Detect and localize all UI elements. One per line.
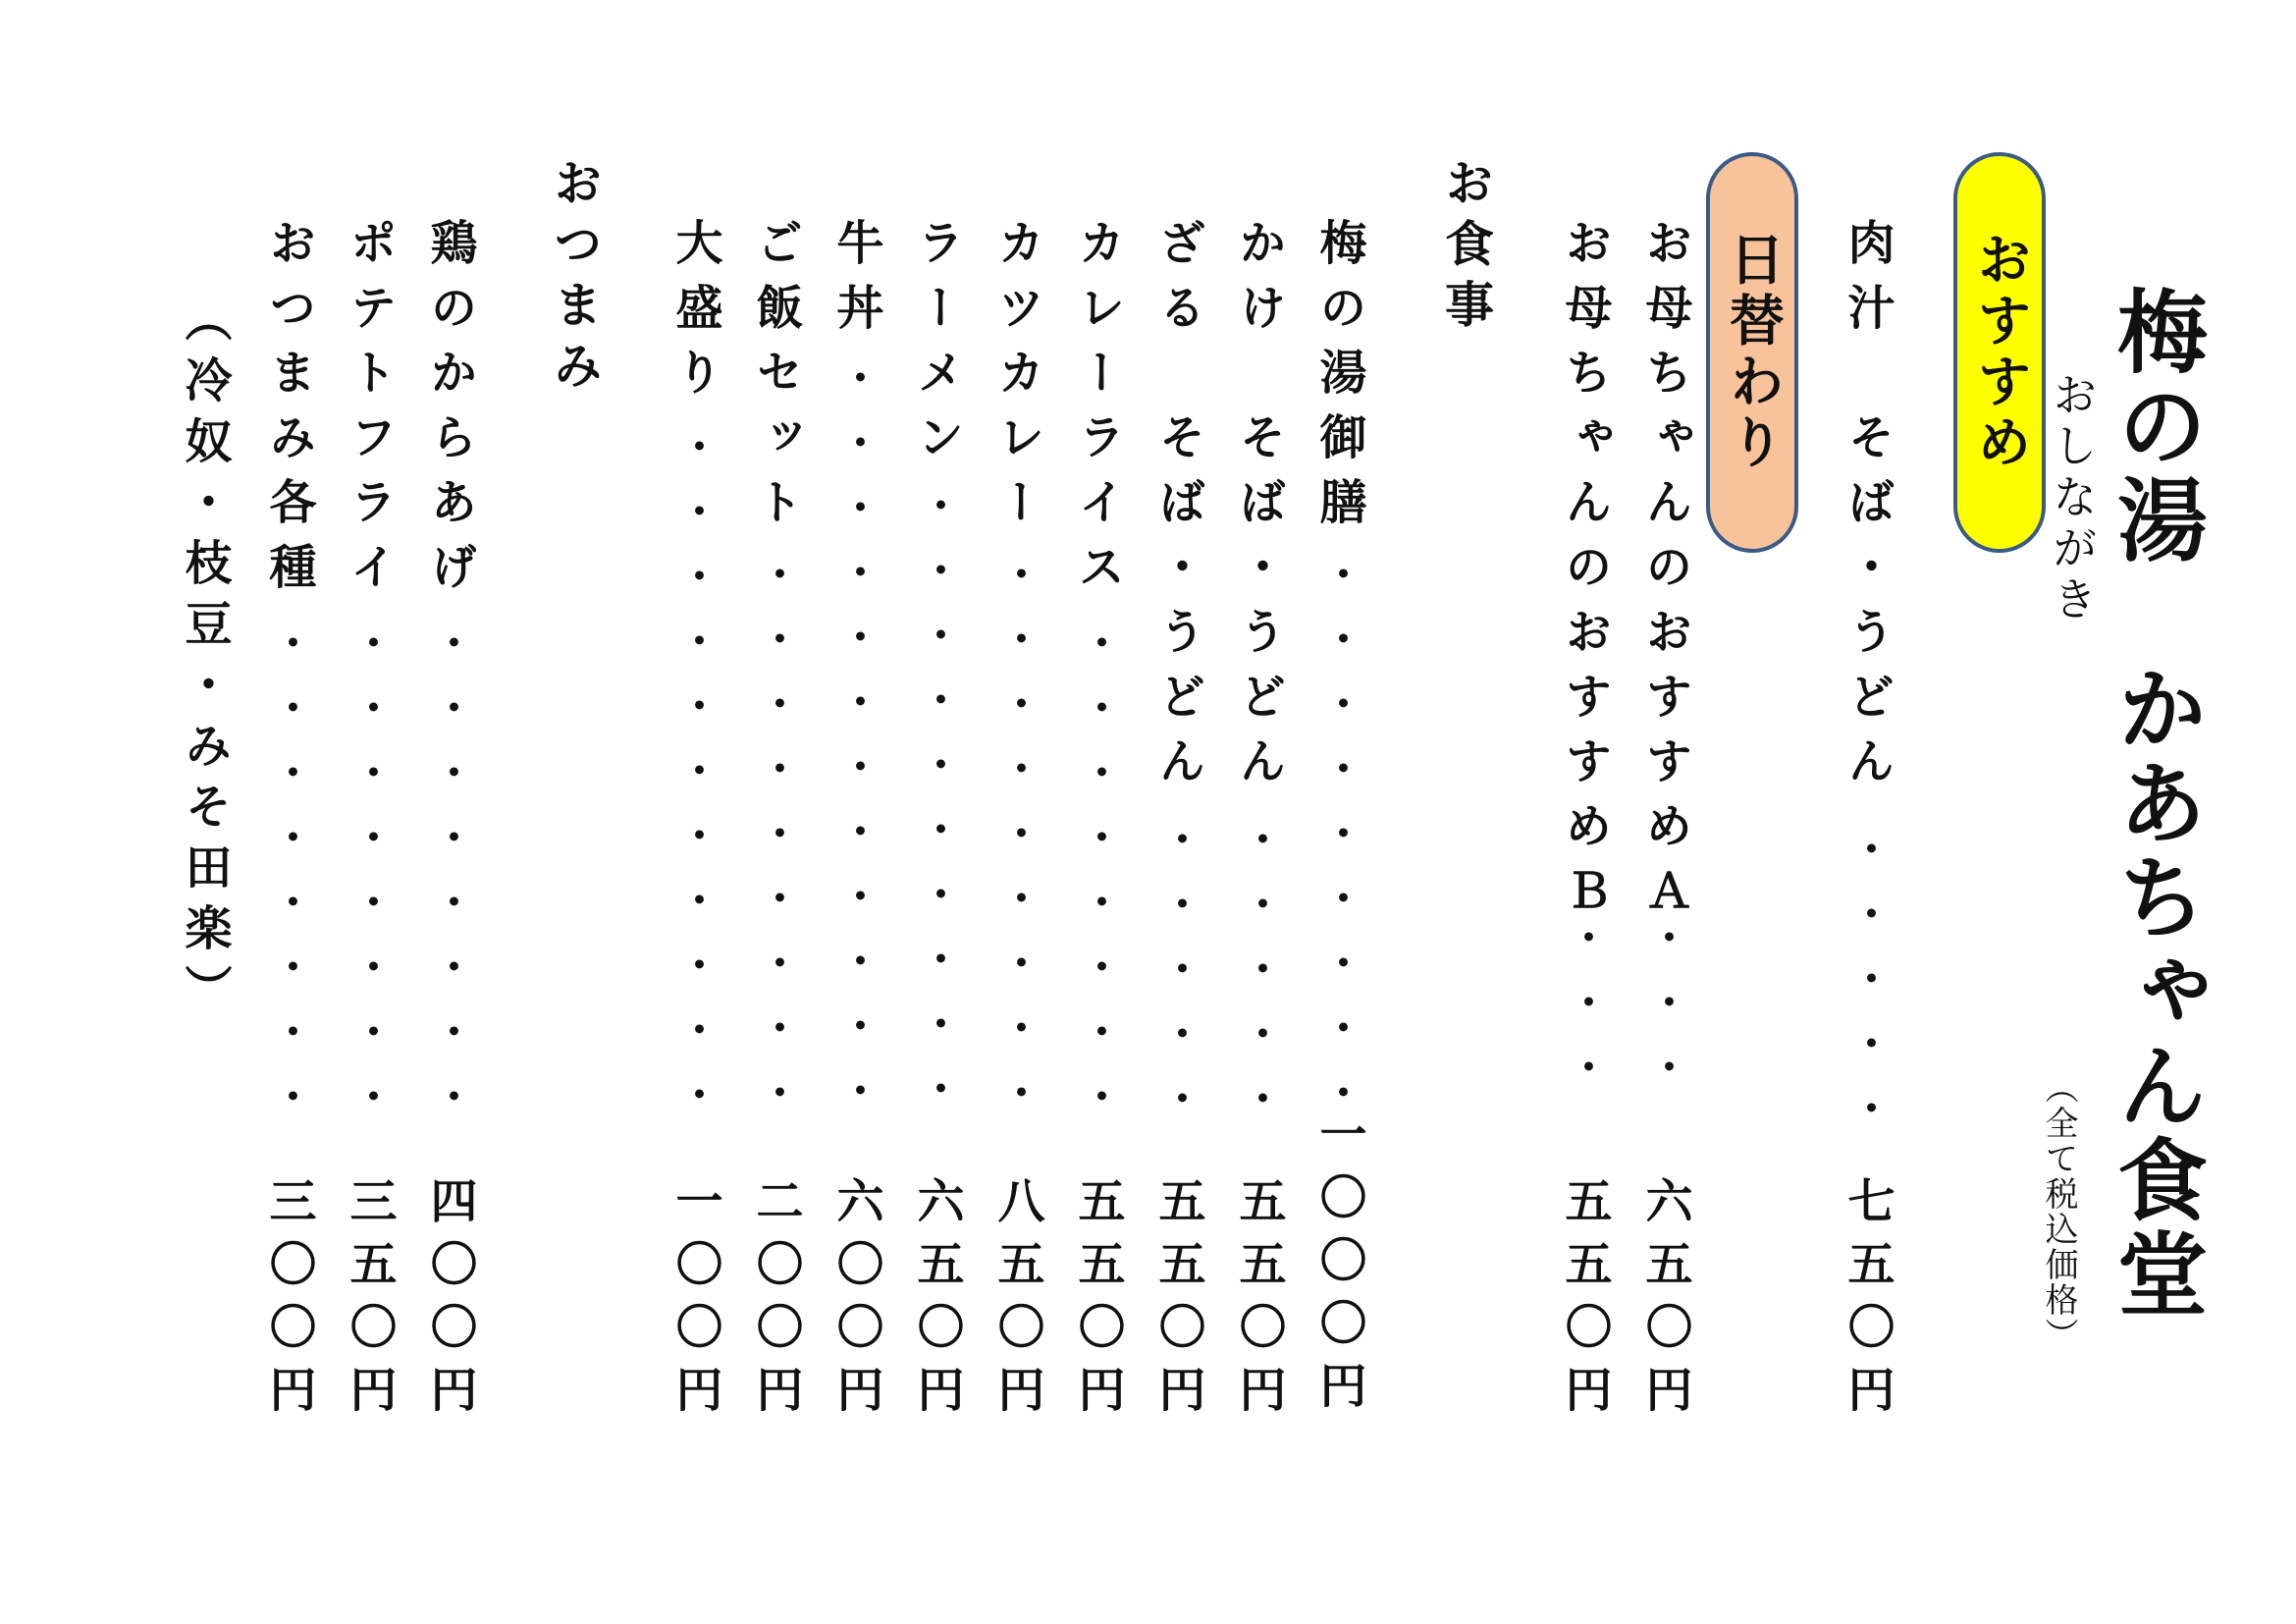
leader-dots: ・・・・・・・・・・・・ xyxy=(828,353,883,1131)
recommend-badge-label: おすすめ xyxy=(1968,231,2032,474)
meals-heading: お食事 xyxy=(1437,157,1495,340)
item-name: かけ そば・うどん xyxy=(1231,218,1286,801)
item-name: お母ちゃんのおすすめＢ xyxy=(1557,218,1612,931)
item-name: カツカレー xyxy=(989,218,1044,542)
leader-dots: ・・・・・ xyxy=(1231,815,1286,1139)
item-name: おつまみ各種 xyxy=(261,218,316,607)
menu-title: 梅の湯 かあちゃん食堂 xyxy=(2103,285,2209,1322)
item-name: 牛丼 xyxy=(828,218,883,348)
leader-dots: ・・・・・・・・・・ xyxy=(909,481,964,1129)
item-price: 一〇〇円 xyxy=(667,1176,722,1428)
item-name: 梅の湯御膳 xyxy=(1311,218,1366,542)
item-name: ポテトフライ xyxy=(342,218,397,607)
leader-dots: ・・・・・ xyxy=(1840,825,1895,1149)
item-price: 三〇〇円 xyxy=(261,1176,316,1428)
item-name: ラーメン xyxy=(909,218,964,477)
tax-note: （全て税込価格） xyxy=(2039,1070,2078,1353)
item-price: 六五〇円 xyxy=(1637,1176,1692,1428)
item-price: 一〇〇〇円 xyxy=(1311,1110,1366,1424)
leader-dots: ・・・・・・・・・・・ xyxy=(667,422,722,1135)
item-name: カレーライス xyxy=(1070,218,1125,607)
item-price: 五五〇円 xyxy=(1070,1176,1125,1428)
leader-dots: ・・・・・・・・ xyxy=(1070,619,1125,1137)
item-name: ざる そば・うどん xyxy=(1150,218,1205,801)
item-price: 四〇〇円 xyxy=(422,1176,477,1428)
snacks-heading: おつまみ xyxy=(546,157,604,401)
leader-dots: ・・・ xyxy=(1637,913,1692,1108)
recommend-badge xyxy=(1953,152,2046,553)
leader-dots: ・・・・・・・・ xyxy=(342,619,397,1137)
leader-dots: ・・・・・・・・ xyxy=(422,619,477,1137)
daily-badge xyxy=(1706,152,1798,553)
leader-dots: ・・・・・・・・・ xyxy=(1311,550,1366,1133)
item-name: 鶏のからあげ xyxy=(422,218,477,607)
item-name: 大盛り xyxy=(667,218,722,412)
item-name: ご飯セット xyxy=(748,218,803,542)
item-price: 五五〇円 xyxy=(1231,1176,1286,1428)
leader-dots: ・・・・・・・・ xyxy=(261,619,316,1137)
item-price: 六五〇円 xyxy=(909,1176,964,1428)
daily-badge-label: 日替わり xyxy=(1721,231,1785,474)
snacks-footnote: （冷奴・枝豆・みそ田楽） xyxy=(177,295,232,1025)
item-price: 五五〇円 xyxy=(1150,1176,1205,1428)
leader-dots: ・・・・・ xyxy=(1150,815,1205,1139)
item-price: 五五〇円 xyxy=(1557,1176,1612,1428)
item-price: 六〇〇円 xyxy=(828,1176,883,1428)
leader-dots: ・・・ xyxy=(1557,913,1612,1108)
leader-dots: ・・・・・・・・・ xyxy=(748,550,803,1133)
item-price: 二〇〇円 xyxy=(748,1176,803,1428)
item-price: 八五〇円 xyxy=(989,1176,1044,1428)
menu-subtitle: おしながき xyxy=(2046,371,2099,626)
item-price: 三五〇円 xyxy=(342,1176,397,1428)
item-name: お母ちゃんのおすすめＡ xyxy=(1637,218,1692,931)
leader-dots: ・・・・・・・・・ xyxy=(989,550,1044,1133)
item-price: 七五〇円 xyxy=(1840,1176,1895,1428)
item-name: 肉汁 そば・うどん xyxy=(1840,218,1895,801)
